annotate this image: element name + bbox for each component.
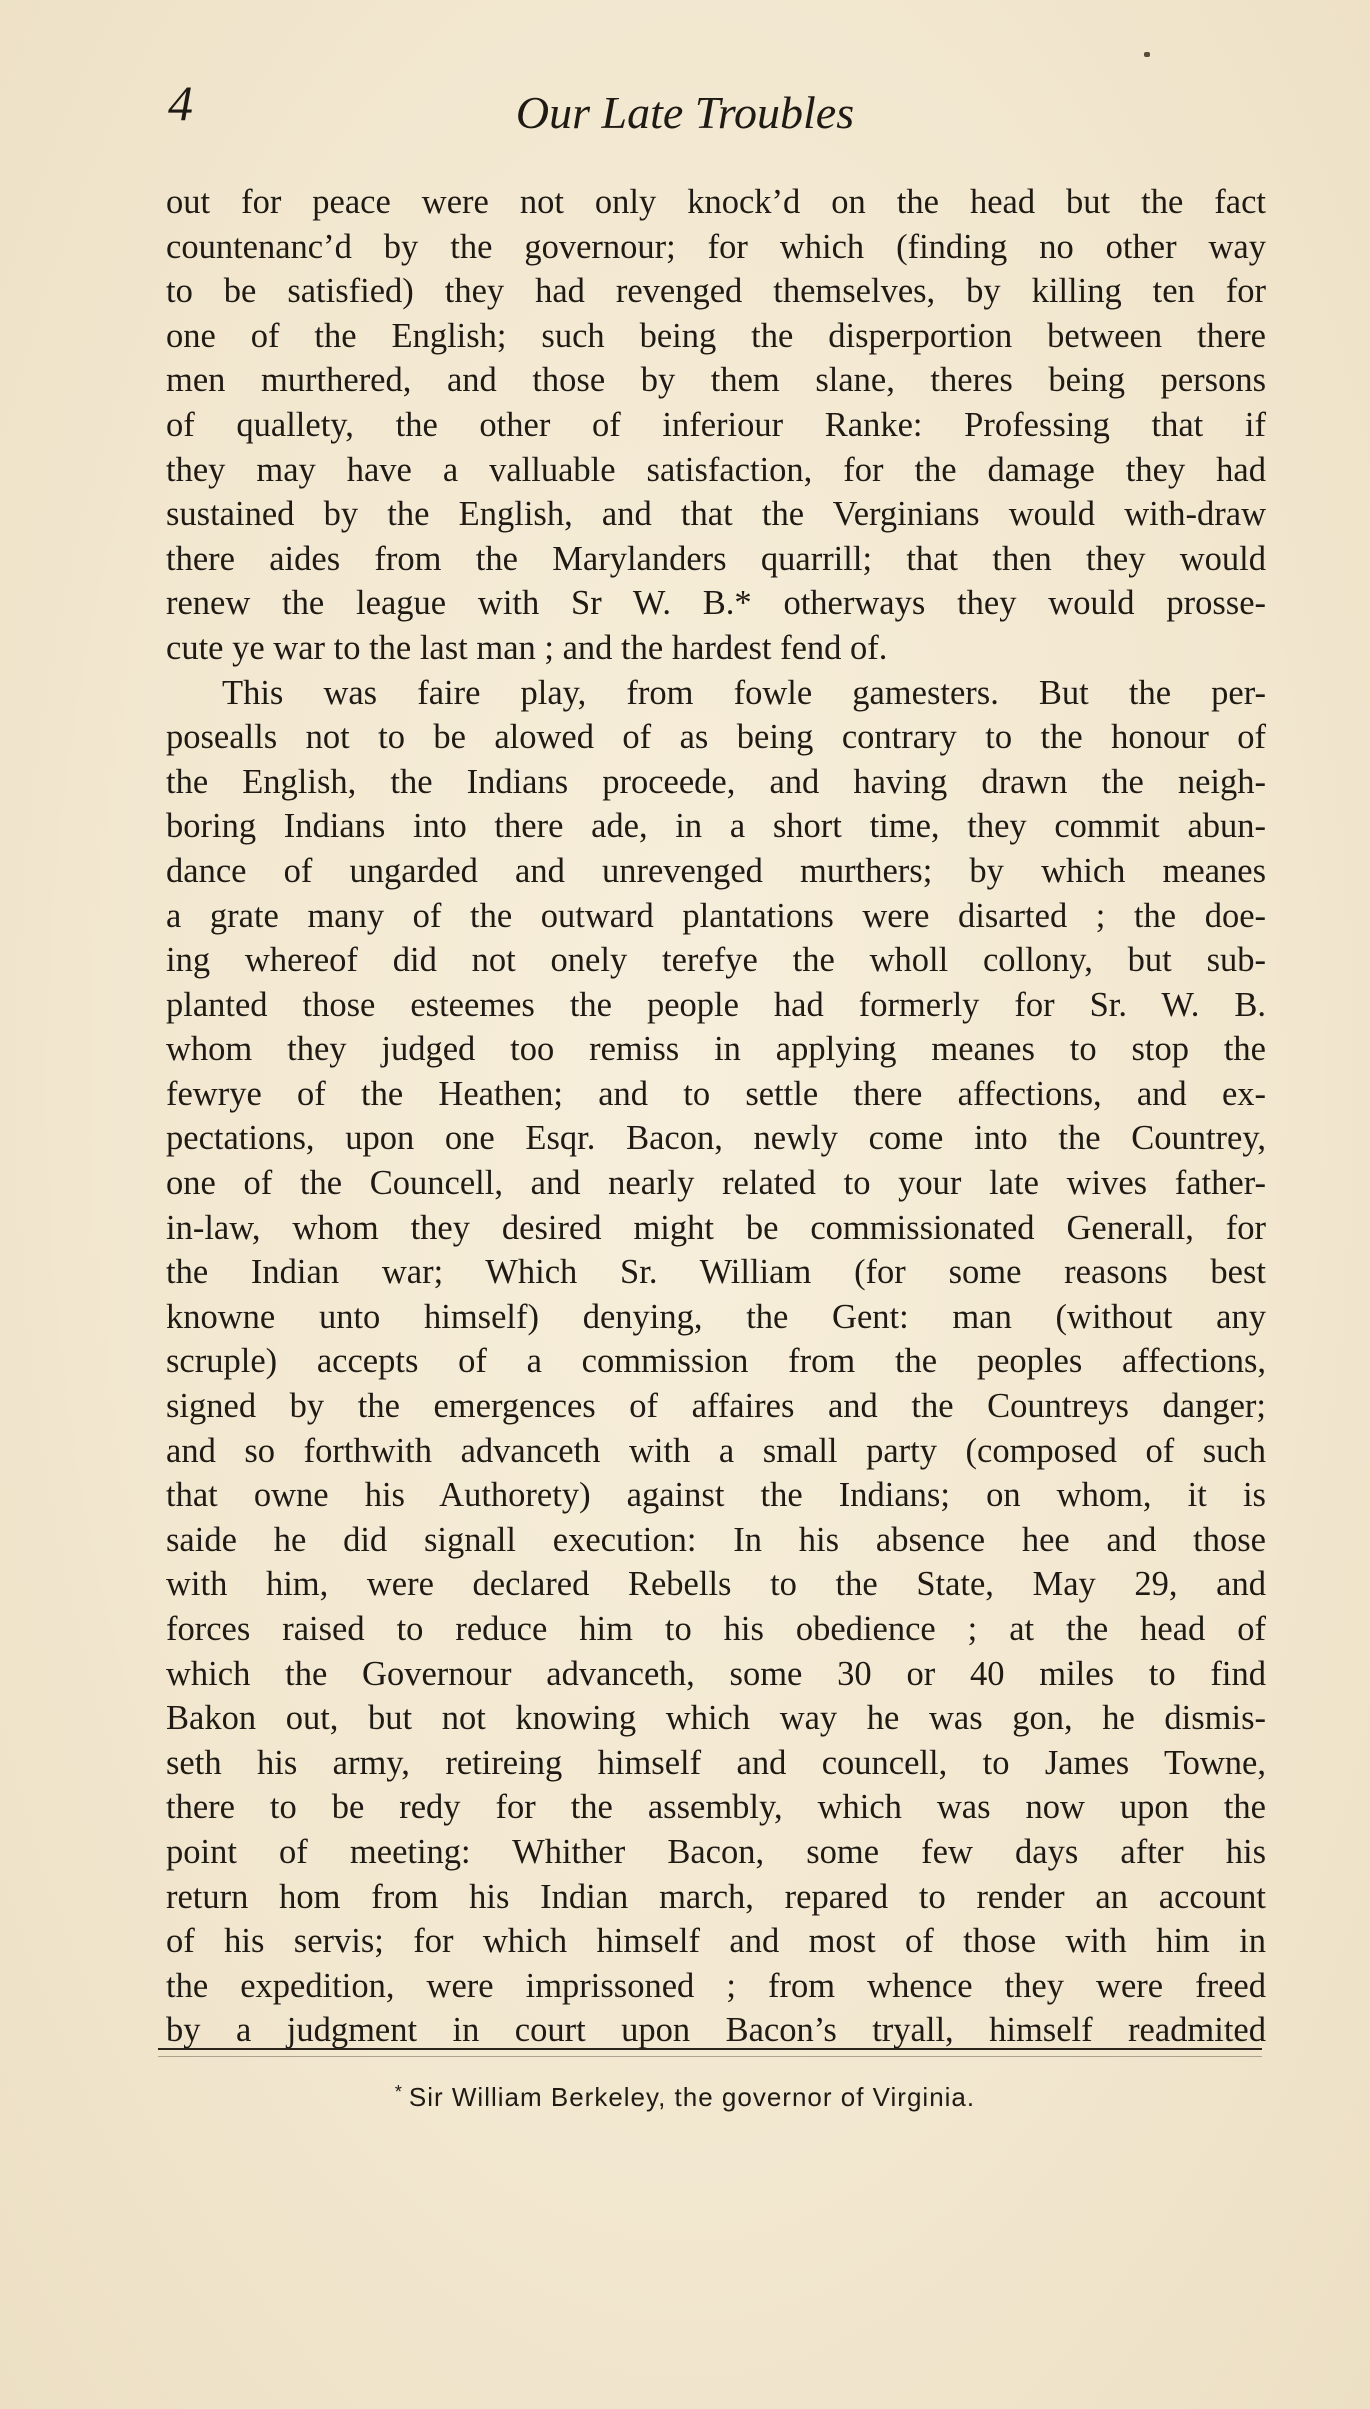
text-line: renew the league with Sr W. B.* otherways they would prosse- (166, 584, 1266, 623)
text-line: return hom from his Indian march, repared to render an account (166, 1877, 1266, 1916)
text-line: posealls not to be alowed of as being contrary to the honour of (166, 718, 1266, 757)
text-line: of quallety, the other of inferiour Ranke: Professing that if (166, 405, 1266, 444)
text-line: a grate many of the outward plantations were disarted ; the doe- (166, 896, 1266, 935)
text-line: one of the English; such being the disperportion between there (166, 316, 1266, 355)
text-line: signed by the emergences of affaires and the Countreys danger; (166, 1387, 1266, 1426)
text-line: and so forthwith advanceth with a small party (composed of such (166, 1431, 1266, 1470)
footnote (0, 2082, 1370, 2113)
text-line: sustained by the English, and that the Verginians would with-draw (166, 495, 1266, 534)
footnote-text: Sir William Berkeley, the governor of Virginia. (408, 2082, 976, 2112)
text-line: ing whereof did not onely terefye the wholl collony, but sub- (166, 941, 1266, 980)
running-title: Our Late Troubles (515, 87, 855, 138)
text-line: that owne his Authorety) against the Indians; on whom, it is (166, 1476, 1266, 1515)
text-line: pectations, upon one Esqr. Bacon, newly come into the Countrey, (166, 1119, 1266, 1158)
text-line: of his servis; for which himself and most of those with him in (166, 1922, 1266, 1961)
text-line: cute ye war to the last man ; and the hardest fend of. (166, 628, 888, 667)
text-line: they may have a valluable satisfaction, for the damage they had (166, 450, 1266, 489)
footnote-divider (158, 2048, 1262, 2050)
body-text (166, 180, 1266, 2053)
page-number: 4 (168, 75, 193, 131)
text-line: there to be redy for the assembly, which was now upon the (166, 1788, 1266, 1827)
text-line: there aides from the Marylanders quarrill; that then they would (166, 539, 1266, 578)
text-line: saide he did signall execution: In his absence hee and those (166, 1520, 1266, 1559)
text-line: This was faire play, from fowle gamesters. But the per- (222, 673, 1266, 712)
text-line: planted those esteemes the people had formerly for Sr. W. B. (166, 985, 1266, 1024)
text-line: to be satisfied) they had revenged themselves, by killing ten for (166, 272, 1266, 311)
text-line: scruple) accepts of a commission from the peoples affections, (166, 1342, 1266, 1381)
text-line: by a judgment in court upon Bacon’s tryall, himself readmited (166, 2011, 1266, 2050)
text-line: the Indian war; Which Sr. William (for some reasons best (166, 1253, 1266, 1292)
text-line: seth his army, retireing himself and councell, to James Towne, (166, 1743, 1266, 1782)
text-line: fewrye of the Heathen; and to settle there affections, and ex- (166, 1074, 1266, 1113)
text-line: the expedition, were imprissoned ; from whence they were freed (166, 1966, 1266, 2005)
text-line: countenanc’d by the governour; for which (finding no other way (166, 227, 1266, 266)
text-line: in-law, whom they desired might be commissionated Generall, for (166, 1208, 1266, 1247)
text-line: knowne unto himself) denying, the Gent: man (without any (166, 1297, 1266, 1336)
text-line: point of meeting: Whither Bacon, some few days after his (166, 1832, 1266, 1871)
text-line: men murthered, and those by them slane, theres being persons (166, 361, 1266, 400)
text-line: one of the Councell, and nearly related to your late wives father- (166, 1164, 1266, 1203)
footnote-marker: * (394, 2082, 403, 2102)
text-line: boring Indians into there ade, in a short time, they commit abun- (166, 807, 1266, 846)
text-line: Bakon out, but not knowing which way he was gon, he dismis- (166, 1699, 1266, 1738)
text-line: which the Governour advanceth, some 30 or 40 miles to find (166, 1654, 1266, 1693)
text-line: with him, were declared Rebells to the State, May 29, and (166, 1565, 1266, 1604)
text-line: the English, the Indians proceede, and having drawn the neigh- (166, 762, 1266, 801)
ink-speck (1144, 52, 1150, 57)
text-line: out for peace were not only knock’d on the head but the fact (166, 183, 1266, 221)
text-line: whom they judged too remiss in applying meanes to stop the (166, 1030, 1266, 1069)
text-line: forces raised to reduce him to his obedience ; at the head of (166, 1610, 1266, 1648)
text-line: dance of ungarded and unrevenged murthers; by which meanes (166, 851, 1266, 890)
footnote-divider-shadow (158, 2056, 1262, 2057)
